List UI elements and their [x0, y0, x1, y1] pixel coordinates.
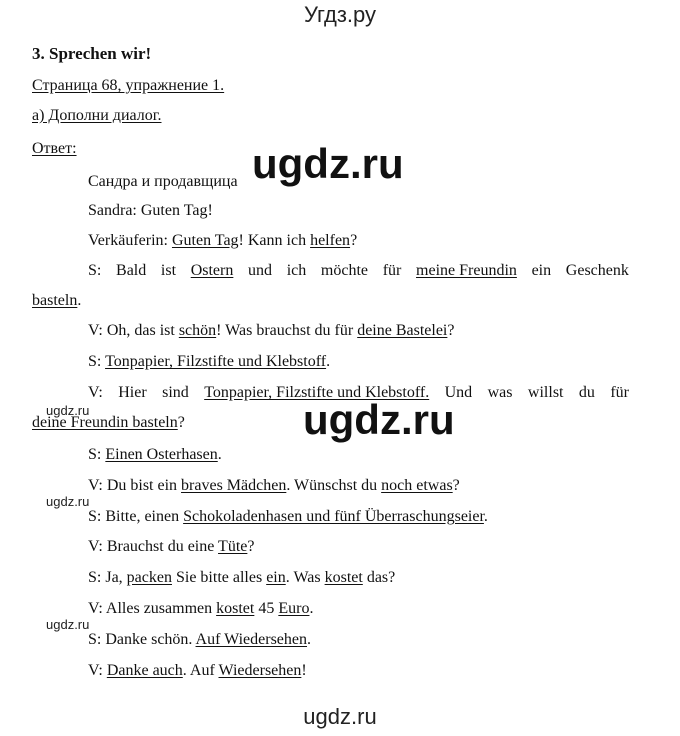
- dialog-line: V: Oh, das ist schön! Was brauchst du für deine Bastelei?: [88, 322, 455, 339]
- dialog-line: S: Danke schön. Auf Wiedersehen.: [88, 631, 312, 648]
- dialog-line: S: Ja, packen Sie bitte alles ein. Was kostet das?: [88, 569, 396, 586]
- section-heading: 3. Sprechen wir!: [32, 44, 152, 63]
- dialog-line: S: Bitte, einen Schokoladenhasen und fünf Überraschungseier.: [88, 508, 488, 525]
- dialog-line: Verkäuferin: Guten Tag! Kann ich helfen?: [88, 232, 358, 249]
- watermark-small: ugdz.ru: [46, 494, 90, 509]
- dialog-line: V: Hier sind Tonpapier, Filzstifte und Klebstoff. Und was willst du für: [88, 384, 629, 401]
- dialog-line: V: Du bist ein braves Mädchen. Wünschst du noch etwas?: [88, 477, 460, 494]
- dialog-line: V: Alles zusammen kostet 45 Euro.: [88, 600, 314, 617]
- dialog-line-continuation: deine Freundin basteln?: [32, 414, 185, 431]
- watermark: ugdz.ru: [303, 396, 455, 443]
- site-title: Угдз.ру: [303, 2, 377, 27]
- page-reference: Страница 68, упражнение 1.: [32, 77, 225, 94]
- dialog-line: S: Einen Osterhasen.: [88, 446, 222, 463]
- dialog-line: S: Bald ist Ostern und ich möchte für meine Freundin ein Geschenk: [88, 262, 629, 279]
- watermark-small: ugdz.ru: [46, 403, 90, 418]
- dialog-line: Sandra: Guten Tag!: [88, 202, 213, 219]
- dialog-line: S: Tonpapier, Filzstifte und Klebstoff.: [88, 353, 331, 370]
- footer-watermark: ugdz.ru: [303, 704, 377, 729]
- answer-label: Ответ:: [32, 140, 77, 157]
- watermark: ugdz.ru: [252, 140, 404, 187]
- task-label: а) Дополни диалог.: [32, 107, 162, 124]
- dialog-line: V: Brauchst du eine Tüte?: [88, 538, 255, 555]
- watermark-small: ugdz.ru: [46, 617, 90, 632]
- dialog-title: Сандра и продавщица: [88, 173, 238, 190]
- dialog-line: V: Danke auch. Auf Wiedersehen!: [88, 662, 307, 679]
- dialog-line-continuation: basteln.: [32, 292, 82, 309]
